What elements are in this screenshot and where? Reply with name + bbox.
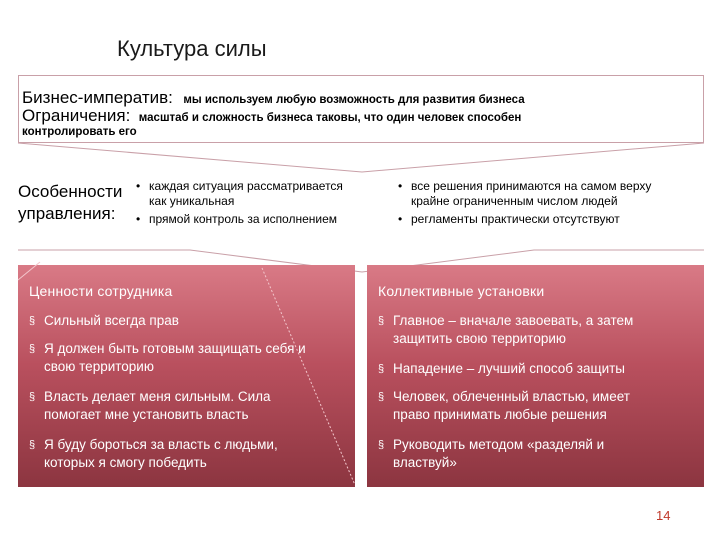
limits-text-continuation: контролировать его xyxy=(22,126,137,138)
management-left-bullet: • каждая ситуация рассматривается как уникальная xyxy=(136,179,343,208)
list-item: § Я должен быть готовым защищать себя и свою территорию xyxy=(29,341,306,374)
limits-label: Ограничения: xyxy=(22,106,131,125)
square-bullet-icon: § xyxy=(29,343,36,355)
page-title: Культура силы xyxy=(117,36,267,61)
management-right-bullet: • регламенты практически отсутствуют xyxy=(398,212,620,226)
square-bullet-icon: § xyxy=(378,315,385,327)
square-bullet-icon: § xyxy=(29,439,36,451)
employee-values-title: Ценности сотрудника xyxy=(29,283,173,299)
list-item: § Человек, облеченный властью, имеет право принимать любые решения xyxy=(378,389,630,422)
square-bullet-icon: § xyxy=(378,363,385,375)
management-left-bullet: • прямой контроль за исполнением xyxy=(136,212,338,226)
page-number: 14 xyxy=(656,508,671,523)
list-item: § Сильный всегда прав xyxy=(29,313,179,328)
management-label-line2: управления: xyxy=(18,204,116,223)
bullet-icon: • xyxy=(398,212,403,226)
square-bullet-icon: § xyxy=(29,315,36,327)
square-bullet-icon: § xyxy=(29,391,36,403)
list-item: § Руководить методом «разделяй и властвуй» xyxy=(378,437,605,470)
bullet-icon: • xyxy=(136,179,141,193)
bullet-icon: • xyxy=(136,212,141,226)
square-bullet-icon: § xyxy=(378,391,385,403)
management-label-line1: Особенности xyxy=(18,182,123,201)
imperative-label: Бизнес-императив: xyxy=(22,88,173,107)
limits-text: масштаб и сложность бизнеса таковы, что один человек способен xyxy=(138,112,522,124)
bullet-icon: • xyxy=(398,179,403,193)
imperative-text: мы используем любую возможность для развития бизнеса xyxy=(183,94,525,106)
list-item: § Я буду бороться за власть с людьми, которых я смогу победить xyxy=(29,437,278,470)
list-item: § Нападение – лучший способ защиты xyxy=(378,361,625,376)
list-item: § Главное – вначале завоевать, а затем защитить свою территорию xyxy=(378,313,634,346)
management-right-bullet: • все решения принимаются на самом верху крайне ограниченным числом людей xyxy=(398,179,652,208)
collective-attitudes-title: Коллективные установки xyxy=(378,283,545,299)
square-bullet-icon: § xyxy=(378,439,385,451)
list-item: § Власть делает меня сильным. Сила помогает мне установить власть xyxy=(29,389,271,422)
